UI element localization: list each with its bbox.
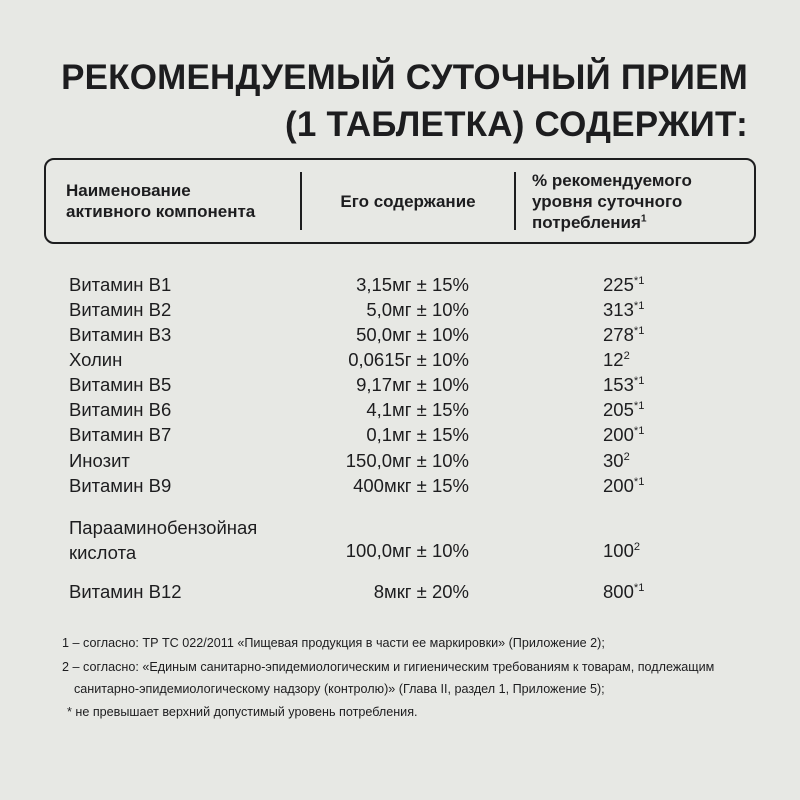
component-percent: 153$^{*1}$	[603, 374, 645, 395]
component-amount: 150,0мг ± 10%	[345, 450, 469, 471]
component-name-continued: кислота	[69, 542, 137, 563]
footnote-2: 2 – согласно: «Единым санитарно-эпидемиологическим и гигиеническим требованиям к товарам, подлежащим	[62, 660, 715, 674]
component-name: Парааминобензойная	[69, 517, 258, 538]
component-amount: 100,0мг ± 10%	[345, 540, 469, 561]
component-percent: 313$^{*1}$	[603, 299, 645, 320]
component-percent: $30^2$	[603, 450, 630, 471]
component-name: Инозит	[69, 450, 130, 471]
header-col2: Его содержание	[340, 191, 476, 211]
component-percent: $12^2$	[603, 349, 630, 370]
component-amount: 0,1мг ± 15%	[366, 424, 469, 445]
component-amount: 9,17мг ± 10%	[356, 374, 469, 395]
header-col3-line2: уровня суточного	[532, 191, 683, 211]
component-name: Холин	[69, 349, 123, 370]
component-amount: 400мкг ± 15%	[353, 475, 469, 496]
footnote-3: * не превышает верхний допустимый уровень потребления.	[67, 705, 418, 719]
component-name: Витамин B7	[69, 424, 172, 445]
header-col3-footnote-mark: 1	[640, 212, 647, 224]
header-col3-line3: потребления	[532, 212, 641, 232]
title-line-1: РЕКОМЕНДУЕМЫЙ СУТОЧНЫЙ ПРИЕМ	[61, 58, 748, 97]
component-amount: 50,0мг ± 10%	[356, 324, 469, 345]
component-name: Витамин B9	[69, 475, 172, 496]
component-name: Витамин B6	[69, 399, 172, 420]
footnote-1: 1 – согласно: ТР ТС 022/2011 «Пищевая продукция в части ее маркировки» (Приложение 2);	[62, 636, 605, 650]
component-amount: 8мкг ± 20%	[373, 581, 469, 602]
component-amount: 4,1мг ± 15%	[366, 399, 469, 420]
component-percent: 205$^{*1}$	[603, 399, 645, 420]
component-percent: $100^2$	[603, 540, 641, 561]
header-col1-line1: Наименование	[66, 181, 191, 200]
component-amount: 0,0615г ± 10%	[348, 349, 469, 370]
header-col3-line1: % рекомендуемого	[532, 170, 692, 190]
component-name: Витамин B5	[69, 374, 172, 395]
component-amount: 3,15мг ± 15%	[356, 274, 469, 295]
header-component-name	[66, 160, 300, 242]
component-name: Витамин B1	[69, 274, 172, 295]
page-title	[61, 54, 748, 148]
footnote-2-continued: санитарно-эпидемиологическому надзору (контролю)» (Глава II, раздел 1, Приложение 5);	[74, 682, 605, 696]
component-percent: 200$^{*1}$	[603, 475, 645, 496]
header-divider	[514, 172, 516, 230]
header-col1-line2: активного компонента	[66, 202, 256, 221]
component-percent: 200$^{*1}$	[603, 424, 645, 445]
component-percent: 225$^{*1}$	[603, 274, 645, 295]
header-content	[302, 160, 514, 242]
component-amount: 5,0мг ± 10%	[366, 299, 469, 320]
component-name: Витамин B3	[69, 324, 172, 345]
header-percent	[532, 160, 748, 242]
title-line-2: (1 ТАБЛЕТКА) СОДЕРЖИТ:	[285, 105, 748, 144]
component-percent: 800$^{*1}$	[603, 581, 645, 602]
table-header	[44, 158, 756, 244]
component-name: Витамин B2	[69, 299, 172, 320]
component-percent: 278$^{*1}$	[603, 324, 645, 345]
component-name: Витамин B12	[69, 581, 182, 602]
